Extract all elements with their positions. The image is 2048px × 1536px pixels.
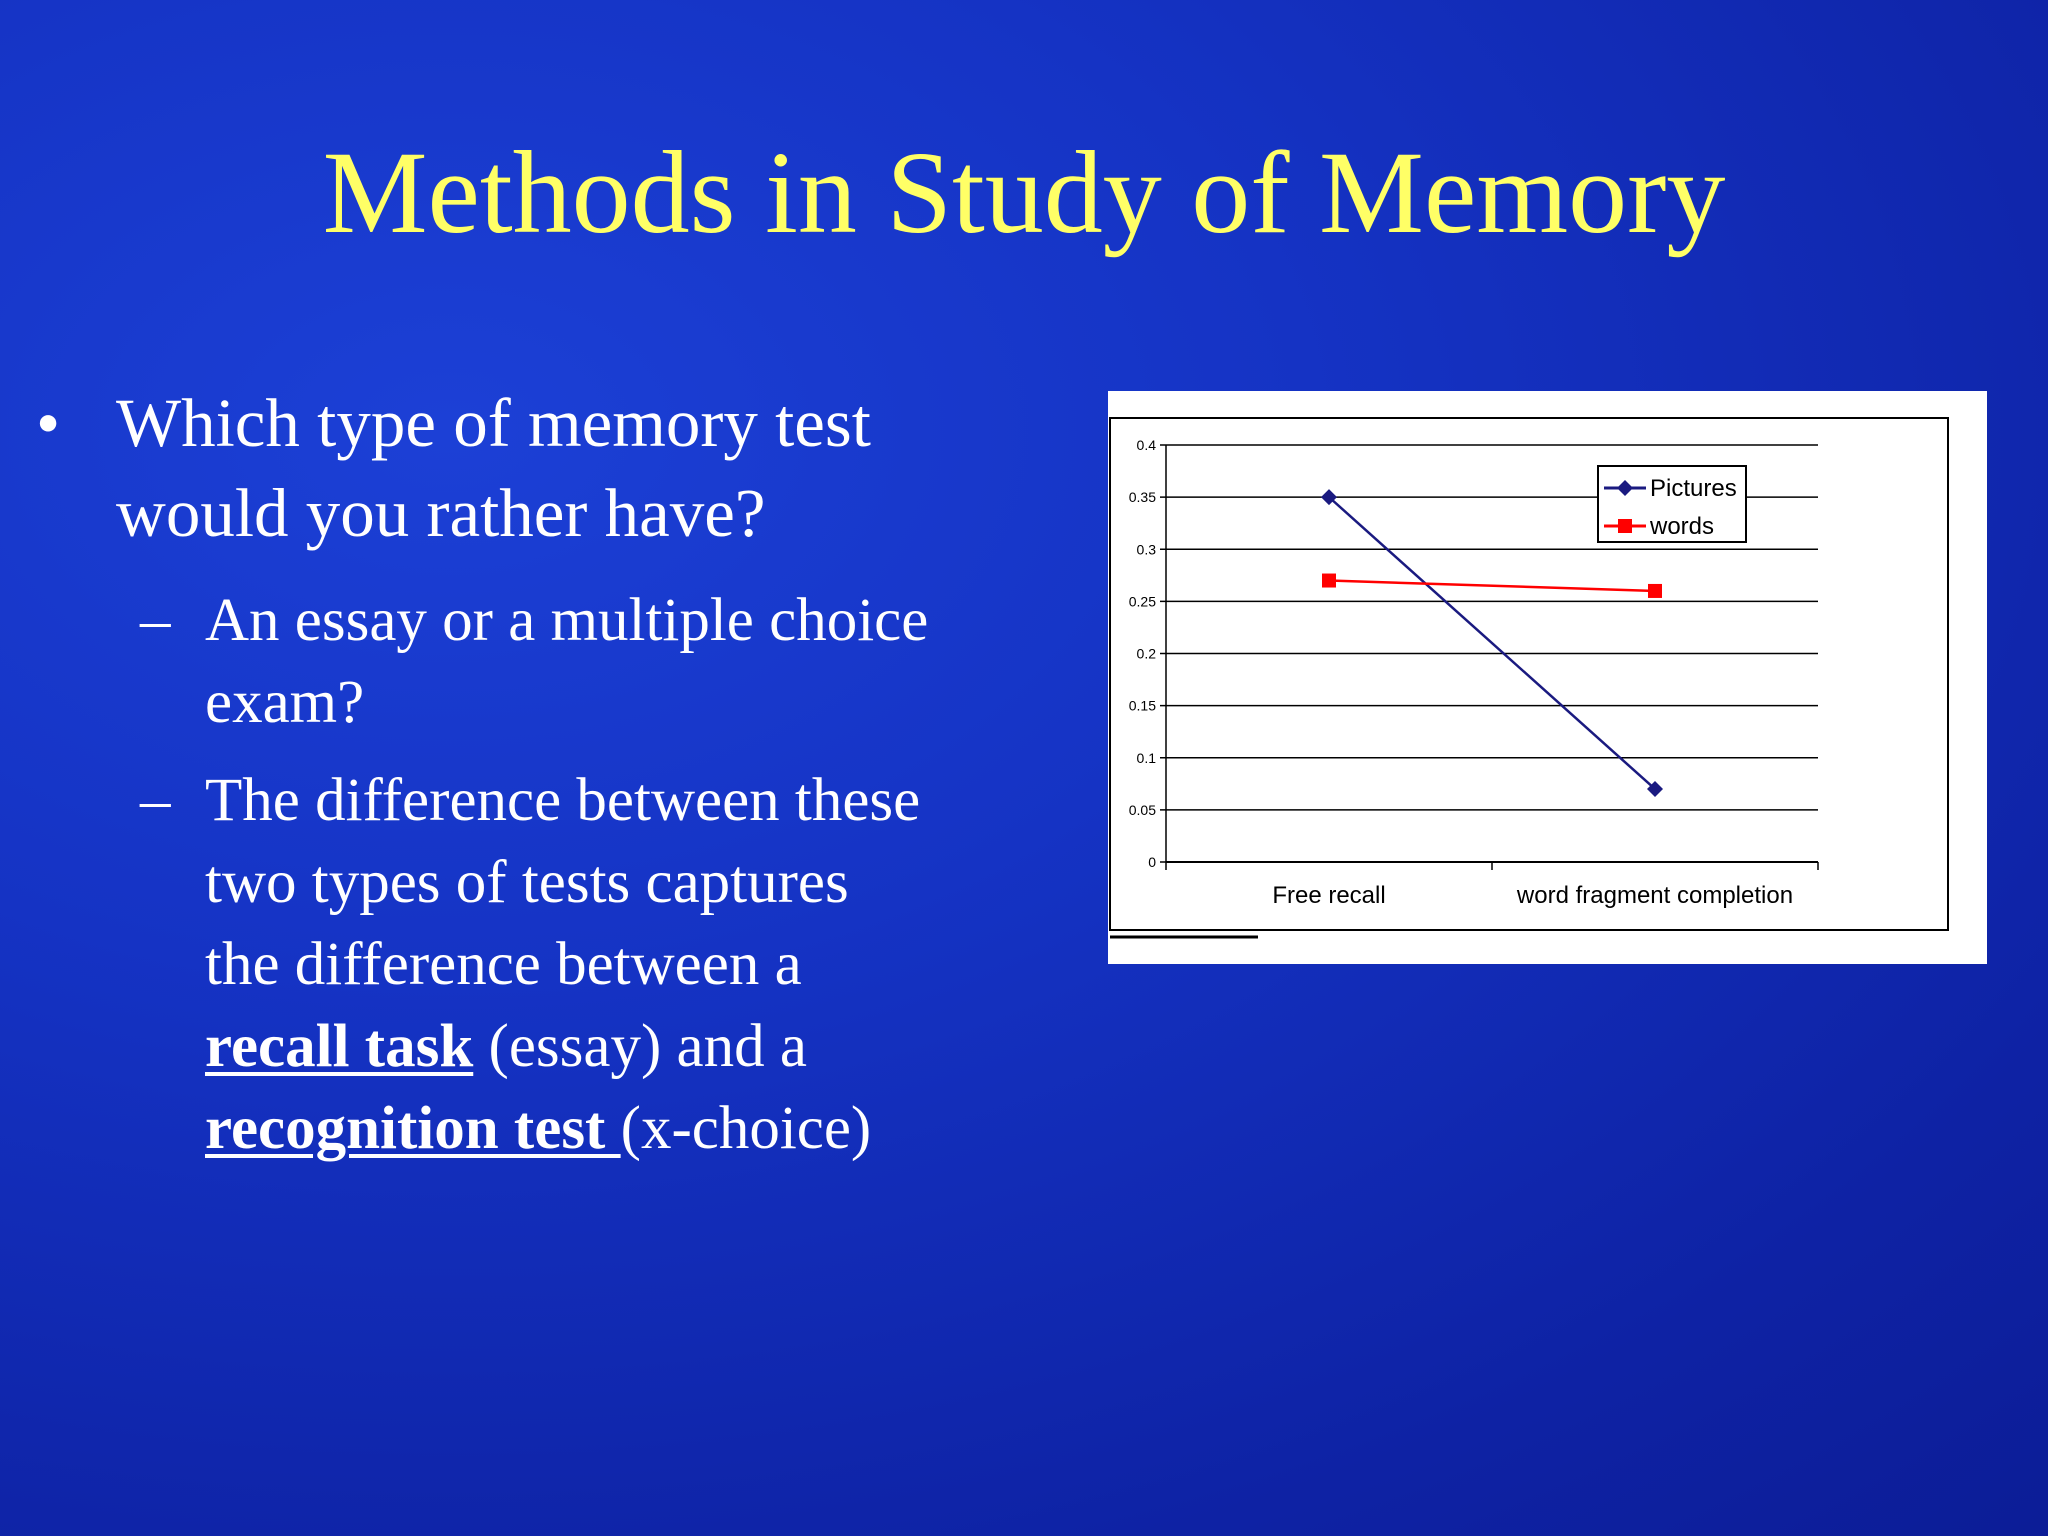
bullet-text-line-1: Which type of memory test — [116, 385, 871, 461]
y-tick-label: 0.05 — [1128, 801, 1156, 818]
chart-legend — [1598, 466, 1746, 542]
sub-item-2-line-1: The difference between these — [205, 767, 921, 834]
recognition-test-term: recognition test — [205, 1095, 621, 1162]
legend-swatch-marker — [1618, 519, 1632, 533]
sub-item-2-line-2: two types of tests captures — [205, 849, 849, 916]
line-chart — [1108, 391, 1987, 964]
bullet-marker: • — [36, 385, 61, 461]
x-category-label: word fragment completion — [1516, 882, 1794, 909]
recall-task-note: (essay) and a — [473, 1013, 807, 1080]
slide-title: Methods in Study of Memory — [322, 127, 1726, 258]
y-tick-label: 0.2 — [1136, 645, 1156, 662]
y-tick-label: 0.3 — [1136, 541, 1156, 558]
sub-bullet-item — [36, 760, 1086, 1170]
dash-marker: – — [140, 587, 171, 654]
sub-bullet-item — [36, 580, 1086, 744]
slide-body — [36, 378, 1086, 1186]
dash-marker: – — [140, 767, 171, 834]
data-point — [1322, 574, 1336, 588]
legend-label: words — [1650, 513, 1715, 540]
y-tick-label: 0.35 — [1128, 489, 1156, 506]
data-point — [1648, 584, 1662, 598]
sub-item-1-line-1: An essay or a multiple choice — [205, 587, 929, 654]
recognition-test-note: (x-choice) — [620, 1095, 872, 1162]
y-tick-label: 0.25 — [1128, 593, 1156, 610]
sub-item-1-line-2: exam? — [205, 669, 365, 736]
y-tick-label: 0.4 — [1136, 437, 1156, 453]
legend-label: Pictures — [1650, 475, 1737, 502]
y-tick-label: 0.1 — [1136, 749, 1156, 766]
y-tick-label: 0.15 — [1128, 697, 1156, 714]
recall-task-term: recall task — [205, 1013, 474, 1080]
sub-item-2-line-3: the difference between a — [205, 931, 802, 998]
sub-bullet-list — [36, 580, 1086, 1170]
bullet-item — [36, 378, 1086, 558]
chart-frame — [1110, 418, 1948, 930]
bullet-text-line-2: would you rather have? — [116, 475, 766, 551]
y-tick-label: 0 — [1148, 854, 1156, 870]
chart-canvas — [1108, 391, 1987, 964]
x-category-label: Free recall — [1272, 882, 1386, 909]
